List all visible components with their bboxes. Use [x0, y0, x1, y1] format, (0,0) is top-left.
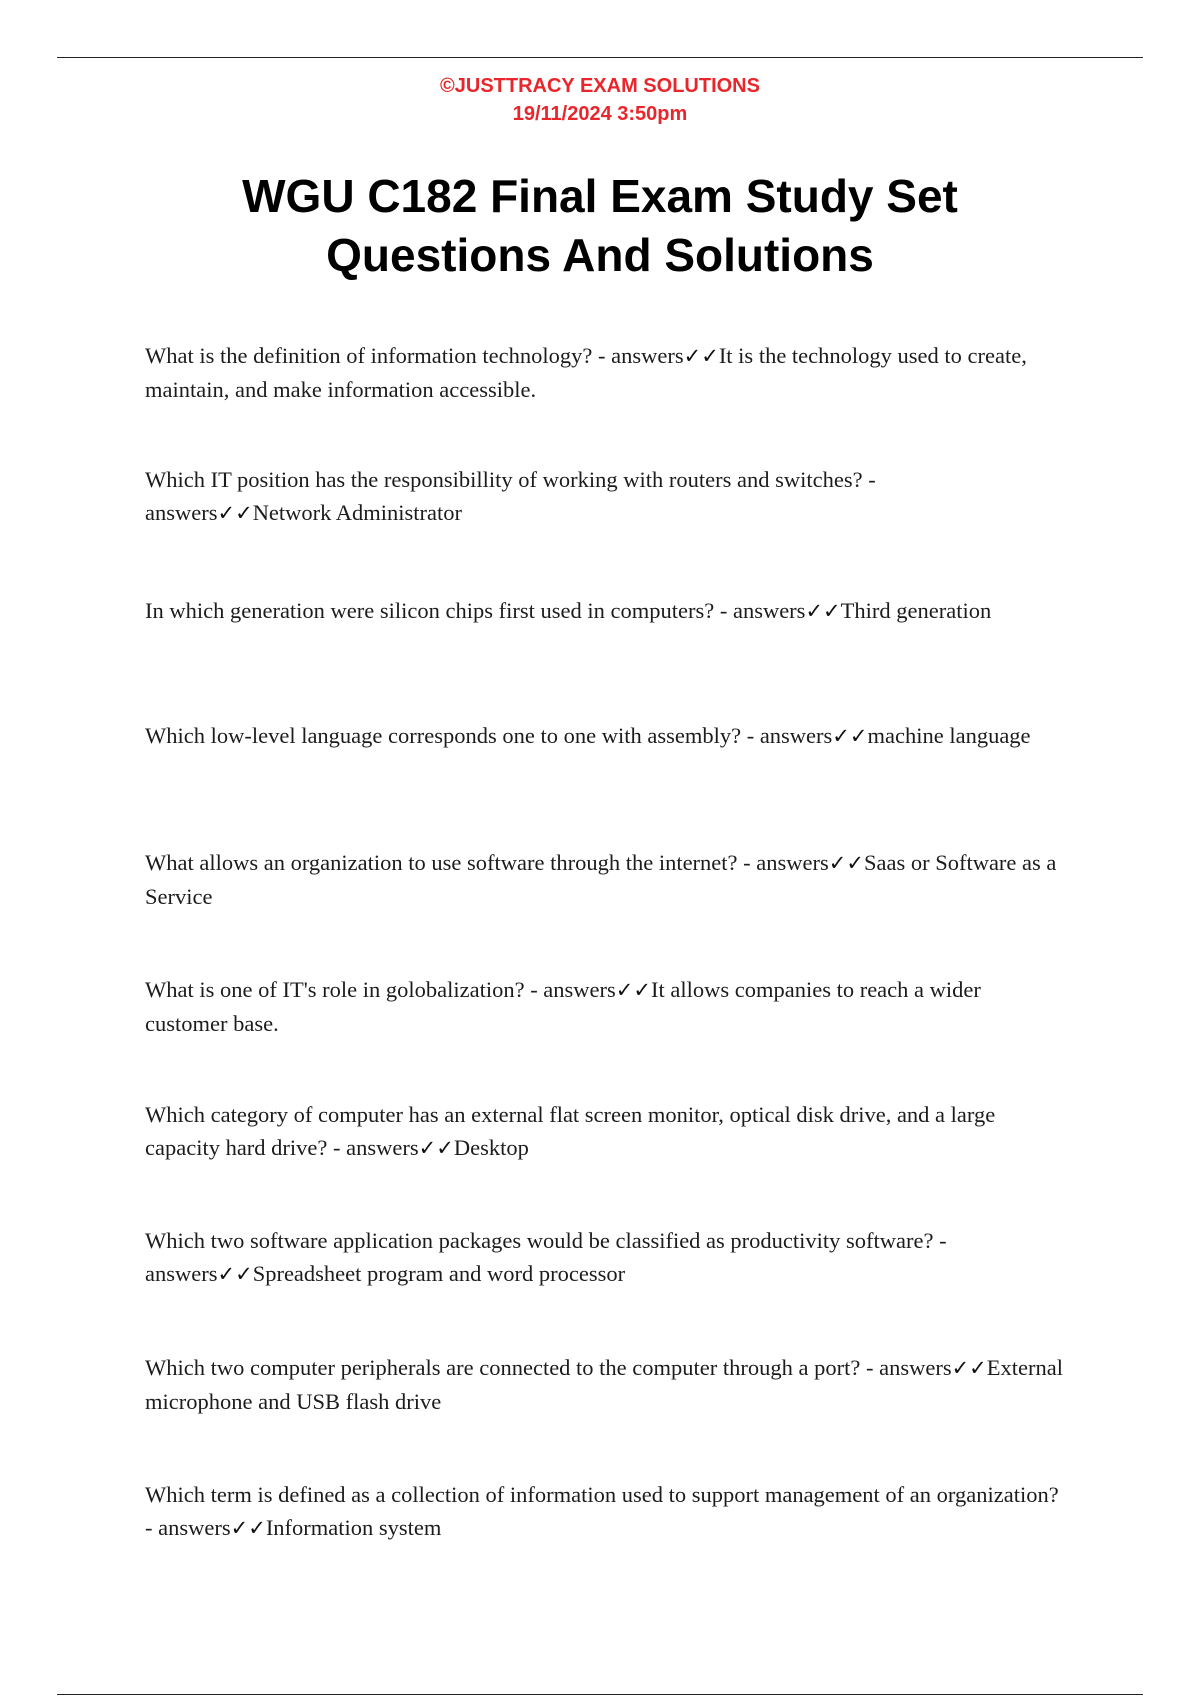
question-text: Which IT position has the responsibillity of working with routers and switches? - answers: [145, 467, 876, 525]
checkmark-icon: ✓✓: [615, 978, 651, 1002]
qa-item: [145, 973, 1065, 1040]
qa-item: [145, 1478, 1065, 1545]
answer-text: External microphone and USB flash drive: [145, 1355, 1063, 1414]
question-text: What is one of IT's role in golobalization? - answers: [145, 977, 616, 1002]
question-text: Which low-level language corresponds one to one with assembly? - answers: [145, 723, 833, 748]
checkmark-icon: ✓✓: [828, 851, 864, 875]
qa-item: [145, 463, 1065, 530]
question-text: Which category of computer has an external flat screen monitor, optical disk drive, and a large capacity hard drive? - answers: [145, 1102, 996, 1160]
answer-text: Saas or Software as a Service: [145, 850, 1057, 909]
qa-item: [145, 719, 1065, 753]
checkmark-icon: ✓✓: [951, 1356, 987, 1380]
header-timestamp: 19/11/2024 3:50pm: [512, 103, 688, 125]
qa-item: [145, 846, 1065, 913]
qa-item: [145, 339, 1065, 406]
checkmark-icon: ✓✓: [805, 599, 841, 623]
question-text: Which two computer peripherals are connected to the computer through a port? - answers: [145, 1355, 952, 1380]
checkmark-icon: ✓✓: [832, 724, 868, 748]
question-text: What is the definition of information technology? - answers: [145, 343, 684, 368]
answer-text: Network Administrator: [252, 500, 463, 525]
checkmark-icon: ✓✓: [230, 1516, 266, 1540]
qa-item: [145, 1098, 1065, 1165]
question-text: Which term is defined as a collection of information used to support management of an organization? - answers: [145, 1482, 1059, 1540]
question-text: In which generation were silicon chips first used in computers? - answers: [145, 598, 806, 623]
question-text: Which two software application packages would be classified as productivity software? - answers: [145, 1228, 947, 1286]
checkmark-icon: ✓✓: [217, 1262, 253, 1286]
title-line-1: WGU C182 Final Exam Study Set: [242, 170, 958, 222]
answer-text: It is the technology used to create, maintain, and make information accessible.: [145, 343, 1027, 402]
qa-item: [145, 1224, 1065, 1291]
bottom-divider: [57, 1694, 1143, 1695]
checkmark-icon: ✓✓: [217, 501, 253, 525]
title-line-2: Questions And Solutions: [326, 229, 874, 281]
qa-item: [145, 594, 1065, 628]
question-text: What allows an organization to use software through the internet? - answers: [145, 850, 829, 875]
answer-text: Desktop: [453, 1135, 529, 1160]
answer-text: It allows companies to reach a wider customer base.: [145, 977, 981, 1036]
copyright-notice: ©JUSTTRACY EXAM SOLUTIONS: [440, 75, 760, 97]
qa-item: [145, 1351, 1065, 1418]
answer-text: machine language: [867, 723, 1031, 748]
checkmark-icon: ✓✓: [418, 1136, 454, 1160]
answer-text: Information system: [265, 1515, 442, 1540]
answer-text: Third generation: [840, 598, 992, 623]
answer-text: Spreadsheet program and word processor: [252, 1261, 626, 1286]
checkmark-icon: ✓✓: [683, 344, 719, 368]
